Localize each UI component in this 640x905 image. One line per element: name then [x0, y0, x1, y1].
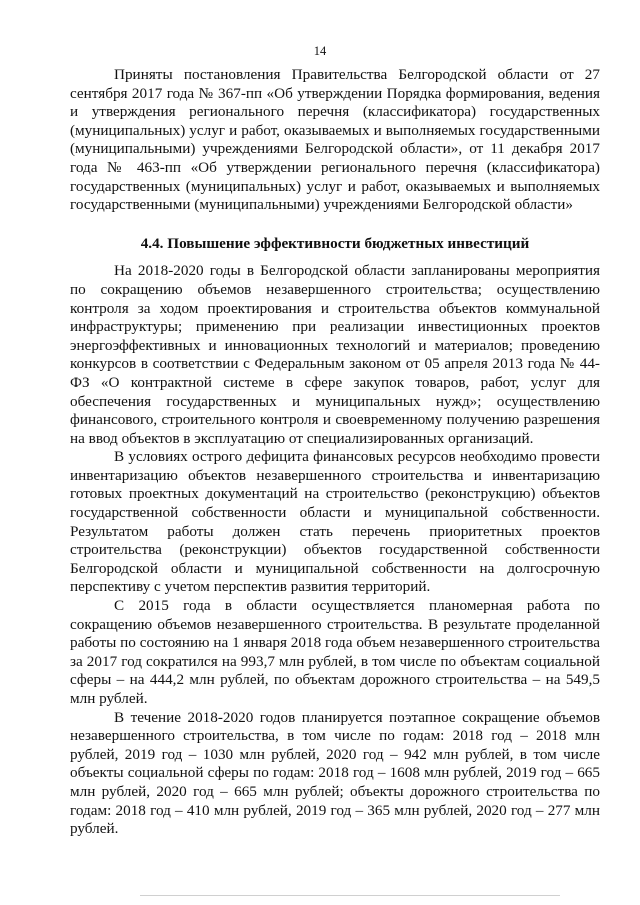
paragraph-regulations-adopted: Приняты постановления Правительства Белгородской области от 27 сентября 2017 года № 367-пп «Об утверждении Порядка формирования, ведения и утверждения регионального перечня (классификатора) государственных (муниципальных) услуг и работ, оказываемых и выполняемых государственными (муниципальными) учреждениями Белгородской области», от 11 декабря 2017 года № 463-пп «Об утверждении регионального перечня (классификатора) государственных (муниципальных) услуг и работ, оказываемых и выполняемых государственными (муниципальными) учреждениями Белгородской области» [70, 66, 600, 214]
section-heading: 4.4. Повышение эффективности бюджетных инвестиций [140, 234, 530, 252]
paragraph-planned-measures: На 2018-2020 годы в Белгородской области запланированы мероприятия по сокращению объемов незавершенного строительства; осуществлению контроля за ходом проектирования и строительства объектов коммунальной инфраструктуры; применению при реализации инвестиционных проектов энергоэффективных и инновационных технологий и материалов; проведению конкурсов в соответствии с Федеральным законом от 05 апреля 2013 года № 44-ФЗ «О контрактной системе в сфере закупок товаров, работ, услуг для обеспечения государственных и муниципальных нужд»; осуществлению финансового, строительного контроля и своевременному получению разрешения на ввод объектов в эксплуатацию от специализированных организаций. [70, 262, 600, 447]
page-content [70, 66, 600, 839]
paragraph-inventory: В условиях острого дефицита финансовых ресурсов необходимо провести инвентаризацию объектов незавершенного строительства и инвентаризацию готовых проектных документаций на строительство (реконструкцию) объектов государственной собственности области и муниципальной собственности. Результатом работы должен стать перечень приоритетных проектов строительства (реконструкции) объектов государственной собственности Белгородской области и муниципальной собственности на долгосрочную перспективу с учетом перспектив развития территорий. [70, 448, 600, 596]
page-number: 14 [313, 44, 327, 58]
paragraph-reduction-since-2015: С 2015 года в области осуществляется планомерная работа по сокращению объемов незавершенного строительства. В результате проделанной работы по состоянию на 1 января 2018 года объем незавершенного строительства за 2017 год сократился на 993,7 млн рублей, в том числе по объектам социальной сферы – на 444,2 млн рублей, по объектам дорожного строительства – на 549,5 млн рублей. [70, 597, 600, 707]
paragraph-planned-reduction-by-year: В течение 2018-2020 годов планируется поэтапное сокращение объемов незавершенного строительства, в том числе по годам: 2018 год – 2018 млн рублей, 2019 год – 1030 млн рублей, 2020 год – 942 млн рублей, в том числе объекты социальной сферы по годам: 2018 год – 1608 млн рублей, 2019 год – 665 млн рублей, 2020 год – 665 млн рублей; объекты дорожного строительства по годам: 2018 год – 410 млн рублей, 2019 год – 365 млн рублей, 2020 год – 277 млн рублей. [70, 708, 600, 838]
bottom-divider [140, 895, 560, 896]
